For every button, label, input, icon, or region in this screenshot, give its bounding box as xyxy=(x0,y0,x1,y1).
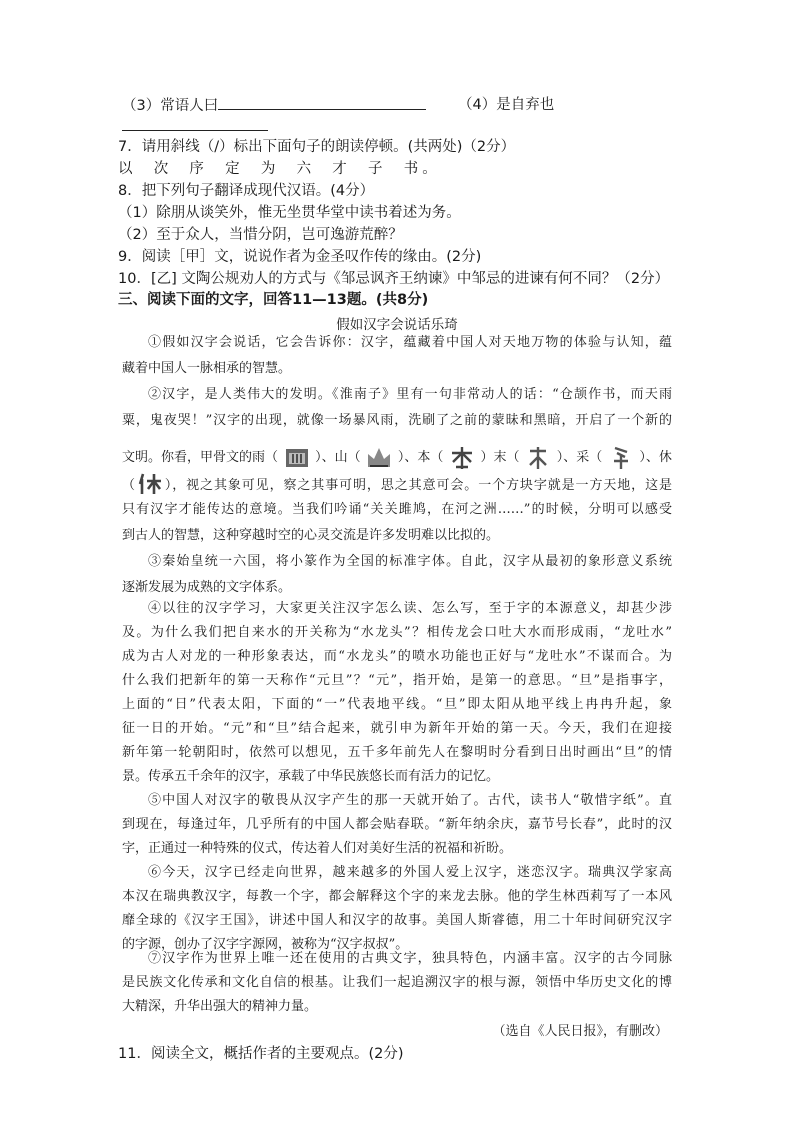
paragraph-7-line: 大精深，升华出强大的精神力量。 xyxy=(122,999,318,1014)
oracle-mountain-icon xyxy=(365,445,393,471)
question-11: 11．阅读全文，概括作者的主要观点。(2分) xyxy=(118,1046,404,1062)
paragraph-3-line: ③秦始皇统一六国，将小篆作为全国的标准字体。自此，汉字从最初的象形意义系统 xyxy=(148,554,672,569)
paragraph-2-line: 粟，鬼夜哭！”汉字的出现，就像一场暴风雨，洗刷了之前的蒙昧和黑暗，开启了一个新的 xyxy=(122,413,672,428)
oracle-xiu-icon xyxy=(136,471,164,497)
glyph-line-text: ）、本（ xyxy=(397,450,444,465)
paragraph-6-line: 靡全球的《汉字王国》，讲述中国人和汉字的故事。美国人斯睿德，用二十年时间研究汉字 xyxy=(122,913,672,928)
section-3-heading: 三、阅读下面的文字，回答11—13题。(共8分) xyxy=(118,292,429,308)
oracle-ben-icon xyxy=(448,445,476,471)
paragraph-4-line: 及。为什么我们把自来水的开关称为“水龙头”？相传龙会口吐大水而形成雨，“龙吐水” xyxy=(122,625,672,640)
question-10: 10．[乙] 文陶公规劝人的方式与《邹忌讽齐王纳谏》中邹忌的进谏有何不同？（2分） xyxy=(118,271,670,287)
question-4-label: （4）是自弃也 xyxy=(458,97,555,113)
paragraph-4-line: 成为古人对龙的一种形象表达，而“水龙头”的喷水功能也正好与“龙吐水”不谋而合。为 xyxy=(122,649,672,664)
paragraph-5-line: ⑤中国人对汉字的敬畏从汉字产生的那一天就开始了。古代，读书人“敬惜字纸”。直 xyxy=(148,793,672,808)
paragraph-5-line: 到现在，每逢过年，几乎所有的中国人都会贴春联。“新年纳余庆，嘉节号长春”，此时的汉 xyxy=(122,817,672,832)
article-source: （选自《人民日报》，有删改） xyxy=(492,1024,668,1039)
paragraph-4-line: 上面的“日”代表太阳，下面的“一”代表地平线。“旦”即太阳从地平线上冉冉升起，象 xyxy=(122,697,672,712)
question-8-1: （1）除朋从谈笑外，惟无坐贯华堂中读书着述为务。 xyxy=(118,205,461,221)
question-7-sentence: 以 次 序 定 为 六 才 子 书。 xyxy=(118,161,441,177)
oracle-glyph-line xyxy=(122,445,672,471)
oracle-cai-icon xyxy=(607,445,635,471)
paragraph-4-line: 什么我们把新年的第一天称作“元旦”？“元”，指开始，是第一的意思。“旦”是指事字， xyxy=(122,673,672,688)
paragraph-2-line: ②汉字，是人类伟大的发明。《淮南子》里有一句非常动人的话：“仓颉作书，而天雨 xyxy=(148,387,672,402)
question-3-label: （3）常语人曰 xyxy=(122,98,219,114)
paragraph-4-line: 征一日的开始。“元”和“旦”结合起来，就引申为新年开始的第一天。今天，我们在迎接 xyxy=(122,721,672,736)
oracle-mo-icon xyxy=(524,445,552,471)
answer-blank xyxy=(122,130,268,131)
question-3-line xyxy=(122,95,426,116)
article-title: 假如汉字会说话乐琦 xyxy=(336,317,458,333)
paragraph-6-line: ⑥今天，汉字已经走向世界，越来越多的外国人爱上汉字，迷恋汉字。瑞典汉学家高 xyxy=(148,865,672,880)
question-8: 8．把下列句子翻译成现代汉语。(4分） xyxy=(118,183,375,199)
glyph-line-text: 文明。你看，甲骨文的雨（ xyxy=(122,450,279,465)
paragraph-1-line: ①假如汉字会说话，它会告诉你：汉字，蕴藏着中国人对天地万物的体验与认知，蕴 xyxy=(148,335,672,350)
glyph-line-text: ）、采（ xyxy=(556,450,603,465)
oracle-rain-icon xyxy=(283,445,311,471)
paragraph-2-line: 只有汉字才能传达的意境。当我们吟诵“关关雎鸠，在河之洲……”的时候，分明可以感受 xyxy=(122,502,672,517)
glyph-line-text: ）、休 xyxy=(639,450,672,465)
paragraph-6-line: 的字源，创办了汉字字源网，被称为“汉字叔叔”。 xyxy=(122,937,409,952)
paragraph-1-line: 藏着中国人一脉相承的智慧。 xyxy=(122,361,292,376)
question-8-2: （2）至于众人，当惜分阴，岂可逸游荒醉？ xyxy=(118,227,403,243)
glyph-line-text: ）末（ xyxy=(480,450,520,465)
paragraph-6-line: 本汉在瑞典教汉字，每教一个字，都会解释这个字的来龙去脉。他的学生林西莉写了一本风 xyxy=(122,889,672,904)
answer-blank xyxy=(218,95,426,110)
paragraph-2-line: （ ），视之其象可见，察之其事可明，思之其意可会。一个方块字就是一方天地，这是 xyxy=(122,471,672,499)
glyph-line-text: ）、山（ xyxy=(315,450,361,465)
paragraph-7-line: ⑦汉字作为世界上唯一还在使用的古典文字，独具特色，内涵丰富。汉字的古今同脉 xyxy=(148,951,672,966)
paragraph-4-line: 新年第一轮朝阳时，依然可以想见，五千多年前先人在黎明时分看到日出时画出“旦”的情 xyxy=(122,745,672,760)
paragraph-5-line: 字，正通过一种特殊的仪式，传达着人们对美好生活的祝福和祈盼。 xyxy=(122,841,513,856)
paragraph-4-line: ④以往的汉字学习，大家更关注汉字怎么读、怎么写，至于字的本源意义，却甚少涉 xyxy=(148,601,672,616)
paragraph-3-line: 逐渐发展为成熟的文字体系。 xyxy=(122,580,292,595)
question-9: 9．阅读［甲］文，说说作者为金圣叹作传的缘由。(2分) xyxy=(118,249,482,265)
paragraph-2-line: 到古人的智慧，这种穿越时空的心灵交流是许多发明难以比拟的。 xyxy=(122,528,500,543)
question-7: 7．请用斜线（/）标出下面句子的朗读停顿。(共两处)（2分） xyxy=(118,139,516,155)
paragraph-4-line: 景。传承五千余年的汉字，承载了中华民族悠长而有活力的记忆。 xyxy=(122,769,500,784)
paragraph-7-line: 是民族文化传承和文化自信的根基。让我们一起追溯汉字的根与源，领悟中华历史文化的博 xyxy=(122,975,672,990)
